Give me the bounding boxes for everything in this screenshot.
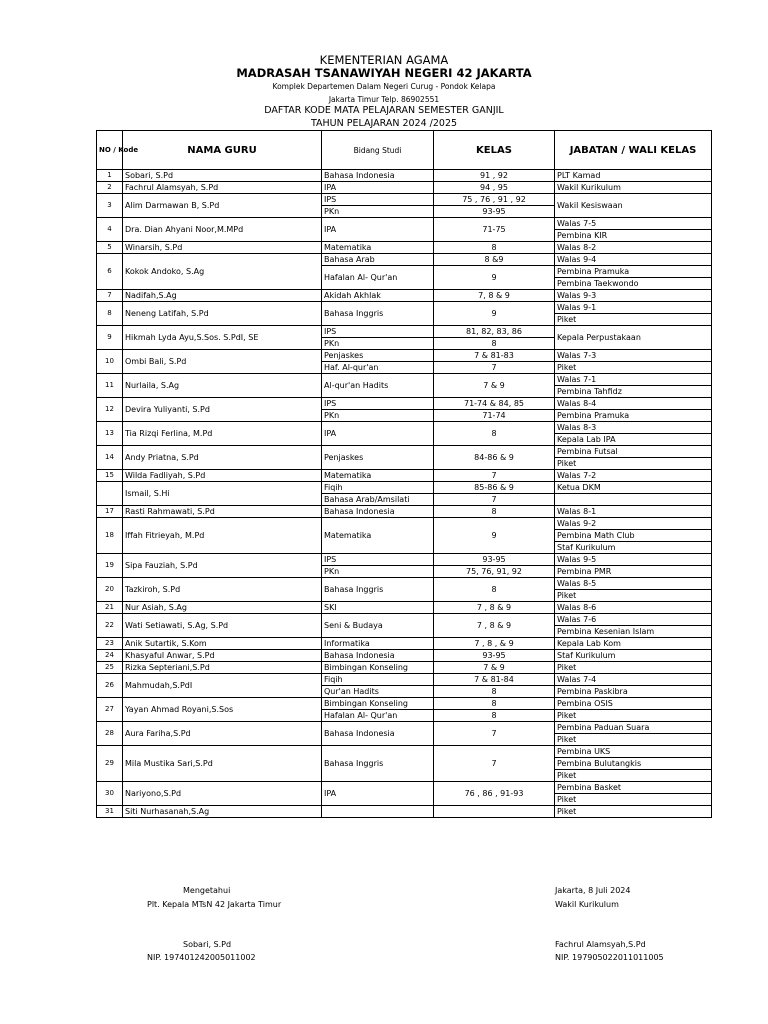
header-address: Komplek Departemen Dalam Negeri Curug - Pondok Kelapa — [272, 82, 496, 91]
class-cell: 71-75 — [434, 218, 555, 242]
subject-cell: Bahasa Arab/Amsilati — [322, 494, 434, 506]
position-cell: Walas 8-6 — [555, 602, 712, 614]
header-phone: Jakarta Timur Telp. 86902551 — [328, 95, 440, 104]
table-row — [97, 302, 712, 314]
table-row — [97, 614, 712, 626]
class-cell: 7 — [434, 470, 555, 482]
teacher-name: Nariyono,S.Pd — [123, 782, 322, 806]
row-number: 26 — [97, 674, 123, 698]
footer-left-role: Plt. Kepala MTsN 42 Jakarta Timur — [147, 900, 282, 909]
subject-cell: Bahasa Inggris — [322, 302, 434, 326]
subject-cell: Bimbingan Konseling — [322, 662, 434, 674]
subject-cell: Hafalan Al- Qur'an — [322, 266, 434, 290]
position-cell: Kepala Perpustakaan — [555, 326, 712, 350]
class-cell: 7 & 9 — [434, 662, 555, 674]
row-number: 31 — [97, 806, 123, 818]
row-number: 12 — [97, 398, 123, 422]
class-cell: 93-95 — [434, 650, 555, 662]
teacher-name: Mahmudah,S.PdI — [123, 674, 322, 698]
table-body — [97, 170, 712, 818]
subject-cell: Bahasa Inggris — [322, 746, 434, 782]
teacher-name: Ismail, S.Hi — [123, 482, 322, 506]
teacher-name: Rizka Septeriani,S.Pd — [123, 662, 322, 674]
position-cell: Piket — [555, 794, 712, 806]
row-number — [97, 482, 123, 506]
position-cell: Piket — [555, 770, 712, 782]
subject-cell: Haf. Al-qur'an — [322, 362, 434, 374]
table-row — [97, 578, 712, 590]
row-number: 24 — [97, 650, 123, 662]
position-cell: Piket — [555, 458, 712, 470]
position-cell: Piket — [555, 806, 712, 818]
table-row — [97, 446, 712, 458]
class-cell: 85-86 & 9 — [434, 482, 555, 494]
col-header-kelas: KELAS — [434, 131, 555, 170]
table-row — [97, 350, 712, 362]
footer-right-role: Wakil Kurikulum — [555, 900, 619, 909]
position-cell — [555, 494, 712, 506]
subject-cell: Bahasa Inggris — [322, 578, 434, 602]
subject-cell: IPA — [322, 218, 434, 242]
header-school-name: MADRASAH TSANAWIYAH NEGERI 42 JAKARTA — [236, 66, 532, 80]
teacher-name: Anik Sutartik, S.Kom — [123, 638, 322, 650]
footer-left-name: Sobari, S.Pd — [183, 940, 232, 949]
subject-cell: PKn — [322, 206, 434, 218]
footer-right-date: Jakarta, 8 Juli 2024 — [555, 886, 631, 895]
position-cell: Walas 9-3 — [555, 290, 712, 302]
class-cell: 71-74 — [434, 410, 555, 422]
teacher-name: Yayan Ahmad Royani,S.Sos — [123, 698, 322, 722]
class-cell: 7 — [434, 494, 555, 506]
position-cell: Staf Kurikulum — [555, 650, 712, 662]
teacher-name: Siti Nurhasanah,S.Ag — [123, 806, 322, 818]
subject-cell: Matematika — [322, 242, 434, 254]
subject-cell — [322, 806, 434, 818]
position-cell: Pembina Paduan Suara — [555, 722, 712, 734]
table-row — [97, 482, 712, 494]
table-row — [97, 782, 712, 794]
subject-cell: Informatika — [322, 638, 434, 650]
table-row — [97, 170, 712, 182]
teacher-table — [96, 130, 712, 818]
class-cell: 75, 76, 91, 92 — [434, 566, 555, 578]
teacher-name: Devira Yuliyanti, S.Pd — [123, 398, 322, 422]
position-cell: PLT Kamad — [555, 170, 712, 182]
teacher-name: Rasti Rahmawati, S.Pd — [123, 506, 322, 518]
footer-right-name: Fachrul Alamsyah,S.Pd — [555, 940, 646, 949]
class-cell: 7 & 81-84 — [434, 674, 555, 686]
class-cell: 7 , 8 & 9 — [434, 614, 555, 638]
subject-cell: Al-qur'an Hadits — [322, 374, 434, 398]
teacher-name: Hikmah Lyda Ayu,S.Sos. S.PdI, SE — [123, 326, 322, 350]
class-cell: 7 & 9 — [434, 374, 555, 398]
position-cell: Walas 9-1 — [555, 302, 712, 314]
teacher-name: Winarsih, S.Pd — [123, 242, 322, 254]
teacher-name: Andy Priatna, S.Pd — [123, 446, 322, 470]
row-number: 10 — [97, 350, 123, 374]
subject-cell: IPS — [322, 398, 434, 410]
class-cell: 8 — [434, 242, 555, 254]
position-cell: Walas 8-3 — [555, 422, 712, 434]
table-row — [97, 554, 712, 566]
subject-cell: IPS — [322, 326, 434, 338]
position-cell: Walas 7-4 — [555, 674, 712, 686]
position-cell: Staf Kurikulum — [555, 542, 712, 554]
row-number: 9 — [97, 326, 123, 350]
row-number: 28 — [97, 722, 123, 746]
subject-cell: IPS — [322, 194, 434, 206]
position-cell: Pembina Pramuka — [555, 266, 712, 278]
row-number: 27 — [97, 698, 123, 722]
position-cell: Pembina UKS — [555, 746, 712, 758]
position-cell: Pembina Basket — [555, 782, 712, 794]
teacher-name: Khasyaful Anwar, S.Pd — [123, 650, 322, 662]
teacher-name: Aura Fariha,S.Pd — [123, 722, 322, 746]
class-cell: 7 — [434, 722, 555, 746]
row-number: 25 — [97, 662, 123, 674]
teacher-name: Nur Asiah, S.Ag — [123, 602, 322, 614]
table-row — [97, 182, 712, 194]
table-header-row — [97, 131, 712, 170]
class-cell: 93-95 — [434, 554, 555, 566]
position-cell: Walas 9-4 — [555, 254, 712, 266]
teacher-name: Nurlaila, S.Ag — [123, 374, 322, 398]
row-number: 22 — [97, 614, 123, 638]
row-number: 7 — [97, 290, 123, 302]
class-cell: 7, 8 & 9 — [434, 290, 555, 302]
subject-cell: Qur'an Hadits — [322, 686, 434, 698]
teacher-name: Wati Setiawati, S.Ag, S.Pd — [123, 614, 322, 638]
teacher-name: Iffah Fitrieyah, M.Pd — [123, 518, 322, 554]
class-cell: 8 — [434, 506, 555, 518]
subject-cell: IPS — [322, 554, 434, 566]
table-row — [97, 470, 712, 482]
position-cell: Kepala Lab IPA — [555, 434, 712, 446]
class-cell: 7 — [434, 746, 555, 782]
teacher-name: Fachrul Alamsyah, S.Pd — [123, 182, 322, 194]
subject-cell: Hafalan Al- Qur'an — [322, 710, 434, 722]
position-cell: Wakil Kurikulum — [555, 182, 712, 194]
class-cell: 9 — [434, 266, 555, 290]
class-cell: 9 — [434, 302, 555, 326]
class-cell: 7 & 81-83 — [434, 350, 555, 362]
teacher-name: Dra. Dian Ahyani Noor,M.MPd — [123, 218, 322, 242]
table-row — [97, 650, 712, 662]
row-number: 17 — [97, 506, 123, 518]
row-number: 30 — [97, 782, 123, 806]
subject-cell: Bimbingan Konseling — [322, 698, 434, 710]
col-header-bidang: Bidang Studi — [322, 131, 434, 170]
teacher-name: Nadifah,S.Ag — [123, 290, 322, 302]
col-header-nama: NAMA GURU — [123, 131, 322, 170]
subject-cell: PKn — [322, 566, 434, 578]
subject-cell: Bahasa Indonesia — [322, 170, 434, 182]
subject-cell: Matematika — [322, 518, 434, 554]
position-cell: Piket — [555, 314, 712, 326]
position-cell: Ketua DKM — [555, 482, 712, 494]
position-cell: Pembina Tahfidz — [555, 386, 712, 398]
position-cell: Pembina Taekwondo — [555, 278, 712, 290]
subject-cell: Fiqih — [322, 482, 434, 494]
position-cell: Piket — [555, 710, 712, 722]
academic-year: TAHUN PELAJARAN 2024 /2025 — [310, 118, 458, 129]
class-cell: 8 — [434, 686, 555, 698]
row-number: 8 — [97, 302, 123, 326]
footer-right-nip: NIP. 197905022011011005 — [555, 953, 664, 962]
col-header-jabatan: JABATAN / WALI KELAS — [555, 131, 712, 170]
class-cell: 75 , 76 , 91 , 92 — [434, 194, 555, 206]
position-cell: Walas 8-2 — [555, 242, 712, 254]
table-row — [97, 242, 712, 254]
subject-cell: Akidah Akhlak — [322, 290, 434, 302]
row-number: 5 — [97, 242, 123, 254]
header-ministry: KEMENTERIAN AGAMA — [319, 53, 449, 67]
teacher-name: Ombi Bali, S.Pd — [123, 350, 322, 374]
col-header-no: NO / Kode — [97, 131, 123, 170]
document-title: DAFTAR KODE MATA PELAJARAN SEMESTER GANJIL — [264, 105, 504, 116]
subject-cell: Penjaskes — [322, 350, 434, 362]
row-number: 29 — [97, 746, 123, 782]
table-row — [97, 722, 712, 734]
subject-cell: Matematika — [322, 470, 434, 482]
teacher-name: Tazkiroh, S.Pd — [123, 578, 322, 602]
position-cell: Pembina Pramuka — [555, 410, 712, 422]
position-cell: Walas 7-3 — [555, 350, 712, 362]
table-row — [97, 398, 712, 410]
position-cell: Walas 8-4 — [555, 398, 712, 410]
class-cell: 94 , 95 — [434, 182, 555, 194]
table-row — [97, 374, 712, 386]
subject-cell: Bahasa Indonesia — [322, 506, 434, 518]
class-cell: 81, 82, 83, 86 — [434, 326, 555, 338]
class-cell: 8 — [434, 338, 555, 350]
row-number: 3 — [97, 194, 123, 218]
position-cell: Pembina KIR — [555, 230, 712, 242]
footer-left-nip: NIP. 197401242005011002 — [147, 953, 256, 962]
position-cell: Walas 8-1 — [555, 506, 712, 518]
subject-cell: PKn — [322, 410, 434, 422]
subject-cell: SKI — [322, 602, 434, 614]
position-cell: Piket — [555, 734, 712, 746]
class-cell: 7 , 8 , & 9 — [434, 638, 555, 650]
position-cell: Walas 8-5 — [555, 578, 712, 590]
table-row — [97, 290, 712, 302]
row-number: 19 — [97, 554, 123, 578]
position-cell: Pembina OSIS — [555, 698, 712, 710]
teacher-name: Wilda Fadliyah, S.Pd — [123, 470, 322, 482]
class-cell: 7 , 8 & 9 — [434, 602, 555, 614]
position-cell: Pembina Futsal — [555, 446, 712, 458]
position-cell: Walas 9-5 — [555, 554, 712, 566]
row-number: 18 — [97, 518, 123, 554]
row-number: 14 — [97, 446, 123, 470]
class-cell — [434, 806, 555, 818]
teacher-name: Mila Mustika Sari,S.Pd — [123, 746, 322, 782]
class-cell: 8 &9 — [434, 254, 555, 266]
position-cell: Pembina Kesenian Islam — [555, 626, 712, 638]
position-cell: Walas 7-5 — [555, 218, 712, 230]
subject-cell: Fiqih — [322, 674, 434, 686]
table-row — [97, 422, 712, 434]
table-row — [97, 506, 712, 518]
position-cell: Walas 7-1 — [555, 374, 712, 386]
class-cell: 7 — [434, 362, 555, 374]
table-row — [97, 326, 712, 338]
class-cell: 8 — [434, 710, 555, 722]
class-cell: 9 — [434, 518, 555, 554]
teacher-name: Tia Rizqi Ferlina, M.Pd — [123, 422, 322, 446]
position-cell: Walas 9-2 — [555, 518, 712, 530]
teacher-name: Sipa Fauziah, S.Pd — [123, 554, 322, 578]
position-cell: Piket — [555, 362, 712, 374]
position-cell: Piket — [555, 662, 712, 674]
table-row — [97, 806, 712, 818]
row-number: 23 — [97, 638, 123, 650]
class-cell: 93-95 — [434, 206, 555, 218]
subject-cell: Bahasa Arab — [322, 254, 434, 266]
table-row — [97, 662, 712, 674]
class-cell: 84-86 & 9 — [434, 446, 555, 470]
table-row — [97, 638, 712, 650]
row-number: 13 — [97, 422, 123, 446]
table-row — [97, 194, 712, 206]
row-number: 6 — [97, 254, 123, 290]
class-cell: 71-74 & 84, 85 — [434, 398, 555, 410]
subject-cell: Bahasa Indonesia — [322, 722, 434, 746]
row-number: 15 — [97, 470, 123, 482]
position-cell: Pembina Paskibra — [555, 686, 712, 698]
table-row — [97, 518, 712, 530]
position-cell: Wakil Kesiswaan — [555, 194, 712, 218]
footer-left-title: Mengetahui — [183, 886, 231, 895]
subject-cell: Bahasa Indonesia — [322, 650, 434, 662]
row-number: 4 — [97, 218, 123, 242]
table-row — [97, 218, 712, 230]
row-number: 20 — [97, 578, 123, 602]
subject-cell: IPA — [322, 182, 434, 194]
class-cell: 8 — [434, 422, 555, 446]
table-row — [97, 698, 712, 710]
row-number: 21 — [97, 602, 123, 614]
subject-cell: Seni & Budaya — [322, 614, 434, 638]
position-cell: Kepala Lab Kom — [555, 638, 712, 650]
subject-cell: Penjaskes — [322, 446, 434, 470]
position-cell: Walas 7-2 — [555, 470, 712, 482]
teacher-name: Alim Darmawan B, S.Pd — [123, 194, 322, 218]
subject-cell: IPA — [322, 782, 434, 806]
table-row — [97, 602, 712, 614]
table-row — [97, 746, 712, 758]
teacher-name: Neneng Latifah, S.Pd — [123, 302, 322, 326]
class-cell: 91 , 92 — [434, 170, 555, 182]
position-cell: Pembina Bulutangkis — [555, 758, 712, 770]
class-cell: 8 — [434, 578, 555, 602]
table-row — [97, 674, 712, 686]
subject-cell: PKn — [322, 338, 434, 350]
row-number: 2 — [97, 182, 123, 194]
position-cell: Pembina PMR — [555, 566, 712, 578]
teacher-name: Sobari, S.Pd — [123, 170, 322, 182]
class-cell: 8 — [434, 698, 555, 710]
position-cell: Piket — [555, 590, 712, 602]
row-number: 11 — [97, 374, 123, 398]
class-cell: 76 , 86 , 91-93 — [434, 782, 555, 806]
position-cell: Walas 7-6 — [555, 614, 712, 626]
row-number: 1 — [97, 170, 123, 182]
subject-cell: IPA — [322, 422, 434, 446]
position-cell: Pembina Math Club — [555, 530, 712, 542]
teacher-name: Kokok Andoko, S.Ag — [123, 254, 322, 290]
